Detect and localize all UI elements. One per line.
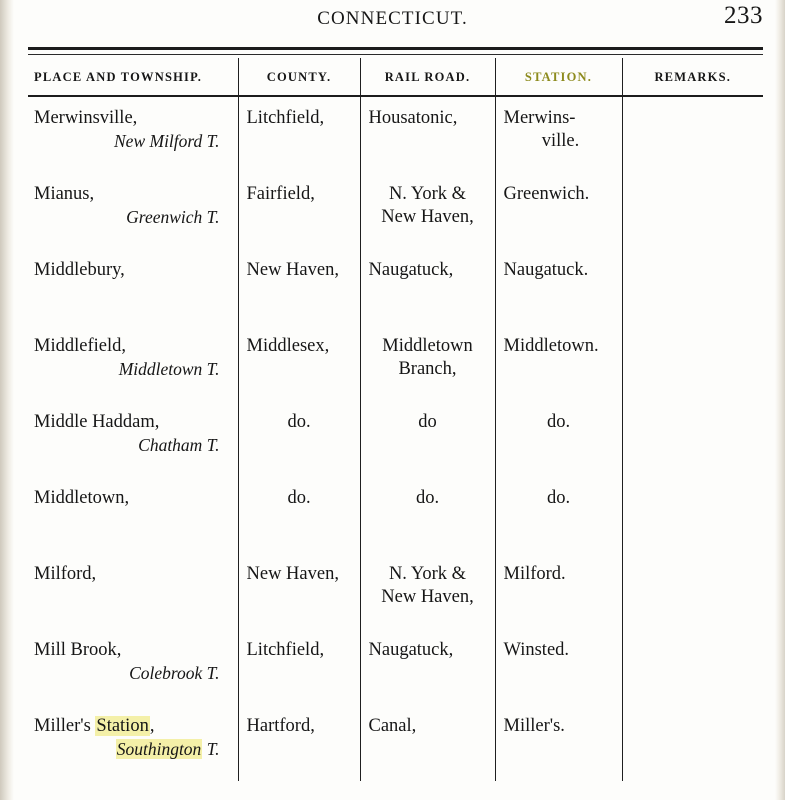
table-row bbox=[28, 705, 763, 781]
cell-station: Miller's. bbox=[495, 705, 622, 781]
page-left-edge-shadow bbox=[0, 0, 14, 800]
gazetteer-table-wrapper bbox=[28, 58, 763, 800]
railroad-line-2: Branch, bbox=[398, 358, 457, 379]
station-line-2: ville. bbox=[541, 130, 580, 151]
page-right-edge-shadow bbox=[775, 0, 785, 800]
place-name: Merwinsville, bbox=[34, 108, 138, 128]
cell-railroad: Housatonic, bbox=[360, 96, 495, 173]
cell-county: Hartford, bbox=[238, 705, 360, 781]
cell-railroad bbox=[360, 325, 495, 401]
cell-remarks bbox=[622, 477, 763, 553]
cell-place bbox=[28, 629, 238, 705]
header-rule-thick bbox=[28, 47, 763, 50]
cell-railroad bbox=[360, 553, 495, 629]
table-body bbox=[28, 96, 763, 781]
cell-railroad bbox=[360, 173, 495, 249]
column-header-remarks: REMARKS. bbox=[654, 70, 732, 84]
cell-place bbox=[28, 96, 238, 173]
township-name-tail: T. bbox=[202, 738, 220, 759]
railroad-line-1: N. York & bbox=[388, 564, 467, 584]
cell-place bbox=[28, 553, 238, 629]
township-name bbox=[34, 739, 234, 760]
cell-county: Litchfield, bbox=[238, 96, 360, 173]
running-title: CONNECTICUT. bbox=[317, 8, 468, 29]
place-name: Middlefield, bbox=[34, 336, 126, 356]
header-rule-thin bbox=[28, 54, 763, 55]
table-row bbox=[28, 477, 763, 553]
place-name: Milford, bbox=[34, 564, 97, 584]
cell-railroad: do. bbox=[360, 477, 495, 553]
table-header-row bbox=[28, 58, 763, 96]
cell-station: Greenwich. bbox=[495, 173, 622, 249]
cell-station: do. bbox=[495, 477, 622, 553]
cell-remarks bbox=[622, 325, 763, 401]
column-header-place: PLACE AND TOWNSHIP. bbox=[28, 58, 238, 96]
place-name: Middletown, bbox=[34, 488, 130, 508]
place-name: Miller's bbox=[34, 716, 96, 736]
gazetteer-table bbox=[28, 58, 763, 781]
cell-place bbox=[28, 401, 238, 477]
cell-place bbox=[28, 249, 238, 325]
cell-remarks bbox=[622, 705, 763, 781]
cell-remarks bbox=[622, 553, 763, 629]
township-name: New Milford T. bbox=[114, 130, 220, 151]
township-name: Colebrook T. bbox=[129, 662, 220, 683]
page-number: 233 bbox=[724, 2, 763, 29]
page-header bbox=[0, 0, 785, 52]
column-header-county: COUNTY. bbox=[238, 58, 360, 96]
table-row bbox=[28, 629, 763, 705]
cell-county: Fairfield, bbox=[238, 173, 360, 249]
railroad-line-1: N. York & bbox=[388, 184, 467, 204]
township-name-highlight: Southington bbox=[116, 738, 202, 759]
table-row bbox=[28, 553, 763, 629]
station-line-1: Merwins- bbox=[503, 108, 576, 128]
cell-station: Naugatuck. bbox=[495, 249, 622, 325]
cell-remarks bbox=[622, 629, 763, 705]
cell-station: Milford. bbox=[495, 553, 622, 629]
place-name: Mianus, bbox=[34, 184, 95, 204]
place-name: Middlebury, bbox=[34, 260, 125, 280]
column-header-railroad: RAIL ROAD. bbox=[360, 58, 495, 96]
cell-place bbox=[28, 705, 238, 781]
cell-remarks bbox=[622, 96, 763, 173]
cell-county: New Haven, bbox=[238, 553, 360, 629]
table-row bbox=[28, 249, 763, 325]
township-name: Chatham T. bbox=[138, 434, 220, 455]
cell-county: New Haven, bbox=[238, 249, 360, 325]
cell-station: Middletown. bbox=[495, 325, 622, 401]
place-name: Middle Haddam, bbox=[34, 412, 160, 432]
table-row bbox=[28, 401, 763, 477]
table-row bbox=[28, 325, 763, 401]
cell-place bbox=[28, 325, 238, 401]
cell-station bbox=[495, 96, 622, 173]
column-header-station: STATION. bbox=[495, 58, 622, 96]
cell-place bbox=[28, 477, 238, 553]
cell-remarks bbox=[622, 249, 763, 325]
cell-county: Litchfield, bbox=[238, 629, 360, 705]
railroad-line-2: New Haven, bbox=[381, 586, 474, 607]
cell-railroad: Naugatuck, bbox=[360, 249, 495, 325]
place-name-tail: , bbox=[149, 716, 155, 736]
table-head bbox=[28, 58, 763, 96]
cell-station: do. bbox=[495, 401, 622, 477]
cell-railroad: do bbox=[360, 401, 495, 477]
cell-place bbox=[28, 173, 238, 249]
cell-county: do. bbox=[238, 401, 360, 477]
table-row bbox=[28, 96, 763, 173]
place-name-highlight: Station bbox=[96, 716, 149, 736]
cell-remarks bbox=[622, 401, 763, 477]
table-row bbox=[28, 173, 763, 249]
place-name: Mill Brook, bbox=[34, 640, 122, 660]
township-name: Middletown T. bbox=[118, 358, 220, 379]
railroad-line-1: Middletown bbox=[382, 336, 473, 356]
township-name: Greenwich T. bbox=[126, 206, 220, 227]
cell-county: Middlesex, bbox=[238, 325, 360, 401]
cell-railroad: Naugatuck, bbox=[360, 629, 495, 705]
railroad-line-2: New Haven, bbox=[381, 206, 474, 227]
cell-county: do. bbox=[238, 477, 360, 553]
cell-remarks bbox=[622, 173, 763, 249]
cell-station: Winsted. bbox=[495, 629, 622, 705]
cell-railroad: Canal, bbox=[360, 705, 495, 781]
